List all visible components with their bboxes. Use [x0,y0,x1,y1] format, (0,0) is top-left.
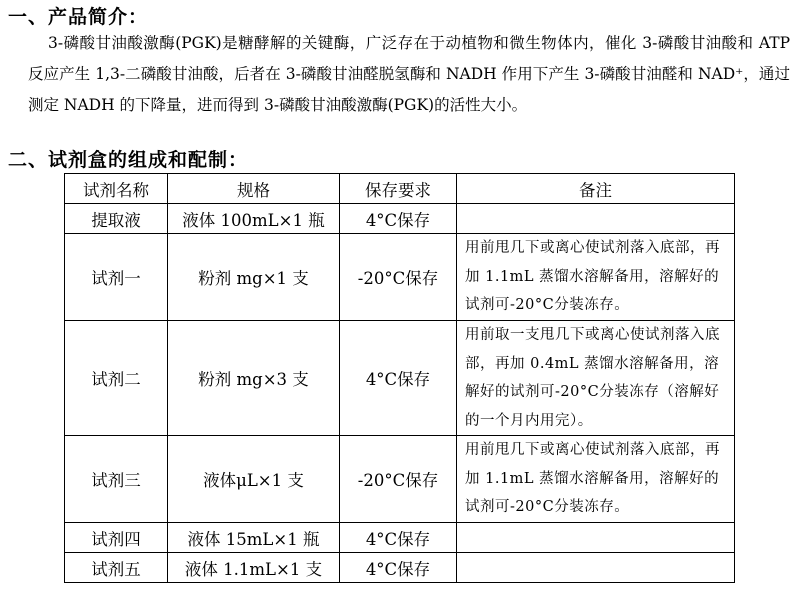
reagent-storage: -20°C保存 [340,234,457,321]
reagent-name: 试剂三 [65,436,168,523]
table-row [65,204,735,234]
table-row [65,321,735,436]
intro-paragraph: 3-磷酸甘油酸激酶(PGK)是糖酵解的关键酶，广泛存在于动植物和微生物体内，催化 3-磷酸甘油酸和 ATP 反应产生 1,3-二磷酸甘油酸，后者在 3-磷酸甘油醛脱氢酶和 NADH 作用下产生 3-磷酸甘油醛和 NAD⁺，通过测定 NADH 的下降量，进而得到 3-磷酸甘油酸激酶(PGK)的活性大小。 [28,34,790,114]
reagent-spec: 液体μL×1 支 [168,436,340,523]
reagent-storage: 4°C保存 [340,553,457,583]
reagent-note [457,553,735,583]
section-heading-intro: 一、产品简介： [8,6,149,28]
reagent-name: 提取液 [65,204,168,234]
reagent-name: 试剂二 [65,321,168,436]
reagent-storage: 4°C保存 [340,523,457,553]
col-header-spec: 规格 [168,174,340,204]
reagent-name: 试剂四 [65,523,168,553]
reagent-spec: 液体 100mL×1 瓶 [168,204,340,234]
reagent-spec: 粉剂 mg×3 支 [168,321,340,436]
reagent-storage: -20°C保存 [340,436,457,523]
reagent-note: 用前甩几下或离心使试剂落入底部，再加 1.1mL 蒸馏水溶解备用，溶解好的试剂可-20°C分装冻存。 [457,436,735,523]
table-row [65,553,735,583]
col-header-name: 试剂名称 [65,174,168,204]
reagent-name: 试剂五 [65,553,168,583]
table-header-row [65,174,735,204]
reagent-note: 用前甩几下或离心使试剂落入底部，再加 1.1mL 蒸馏水溶解备用，溶解好的试剂可-20°C分装冻存。 [457,234,735,321]
reagent-table [64,173,735,583]
section-heading-kit: 二、试剂盒的组成和配制： [8,149,249,171]
reagent-note [457,204,735,234]
reagent-storage: 4°C保存 [340,321,457,436]
reagent-spec: 粉剂 mg×1 支 [168,234,340,321]
col-header-note: 备注 [457,174,735,204]
table-row [65,523,735,553]
reagent-note: 用前取一支甩几下或离心使试剂落入底部，再加 0.4mL 蒸馏水溶解备用，溶解好的试剂可-20°C分装冻存（溶解好的一个月内用完）。 [457,321,735,436]
col-header-storage: 保存要求 [340,174,457,204]
reagent-note [457,523,735,553]
reagent-name: 试剂一 [65,234,168,321]
reagent-spec: 液体 15mL×1 瓶 [168,523,340,553]
table-row [65,234,735,321]
reagent-spec: 液体 1.1mL×1 支 [168,553,340,583]
table-row [65,436,735,523]
reagent-storage: 4°C保存 [340,204,457,234]
